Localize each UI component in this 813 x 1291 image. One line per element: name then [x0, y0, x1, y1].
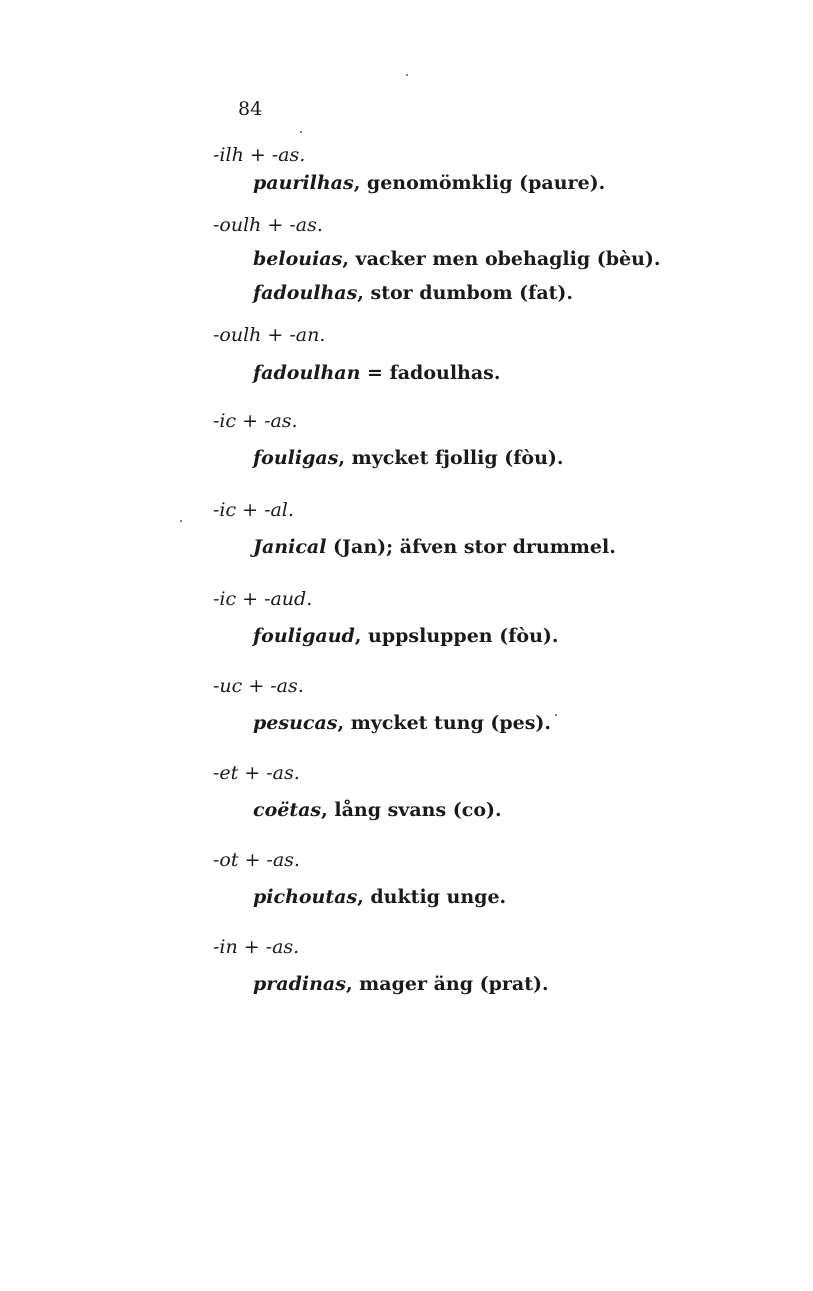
- example-gloss: , mycket tung (pes).: [337, 712, 552, 734]
- suffix-formula: [213, 321, 773, 349]
- suffix-base: -ic: [213, 499, 237, 521]
- suffix-formula: [213, 846, 773, 874]
- example-word: fadoulhan: [253, 362, 361, 384]
- suffix-formula: [213, 759, 773, 787]
- example-line: [253, 970, 773, 998]
- suffix-ending: -as.: [266, 762, 300, 784]
- suffix-ending: -as.: [270, 675, 304, 697]
- example-word: pichoutas: [253, 886, 358, 908]
- suffix-formula: [213, 672, 773, 700]
- example-word: pradinas: [253, 973, 346, 995]
- example-line: [253, 883, 773, 911]
- suffix-entry: [213, 933, 773, 998]
- example-line: [253, 796, 773, 824]
- suffix-ending: -aud.: [264, 588, 313, 610]
- paper-speck: [180, 520, 182, 522]
- plus-sign: +: [243, 936, 260, 958]
- suffix-base: -oulh: [213, 214, 262, 236]
- example-line: [253, 169, 773, 197]
- example-gloss: , mycket fjollig (fòu).: [338, 447, 564, 469]
- example-gloss: (Jan); äfven stor drummel.: [326, 536, 616, 558]
- example-word: belouias: [253, 248, 343, 270]
- suffix-base: -ilh: [213, 144, 244, 166]
- example-gloss: , genomömklig (paure).: [353, 172, 606, 194]
- suffix-entry: [213, 496, 773, 561]
- plus-sign: +: [242, 588, 259, 610]
- example-gloss: = fadoulhas.: [360, 362, 501, 384]
- plus-sign: +: [242, 499, 259, 521]
- suffix-formula: [213, 211, 773, 239]
- suffix-ending: -al.: [264, 499, 294, 521]
- suffix-ending: -as.: [266, 849, 300, 871]
- suffix-base: -uc: [213, 675, 243, 697]
- suffix-entry: [213, 585, 773, 650]
- suffix-base: -ot: [213, 849, 239, 871]
- suffix-ending: -as.: [265, 936, 300, 958]
- suffix-formula: [213, 407, 773, 435]
- example-word: pesucas: [253, 712, 338, 734]
- plus-sign: +: [248, 675, 265, 697]
- example-gloss: , lång svans (co).: [321, 799, 502, 821]
- paper-speck: [300, 131, 302, 133]
- paper-speck: [555, 714, 557, 716]
- suffix-entry: [213, 846, 773, 911]
- suffix-base: -oulh: [213, 324, 262, 346]
- example-gloss: , uppsluppen (fòu).: [354, 625, 559, 647]
- example-gloss: , stor dumbom (fat).: [357, 282, 574, 304]
- example-word: fouligaud: [253, 625, 355, 647]
- example-line: [253, 533, 773, 561]
- suffix-entry-list: [213, 141, 773, 998]
- example-word: fouligas: [253, 447, 339, 469]
- suffix-formula: [213, 933, 773, 961]
- suffix-ending: -an.: [289, 324, 326, 346]
- suffix-base: -in: [213, 936, 238, 958]
- plus-sign: +: [249, 144, 266, 166]
- suffix-entry: [213, 672, 773, 737]
- suffix-base: -ic: [213, 588, 237, 610]
- plus-sign: +: [244, 762, 261, 784]
- example-word: coëtas: [253, 799, 322, 821]
- example-gloss: , duktig unge.: [357, 886, 507, 908]
- suffix-base: -et: [213, 762, 239, 784]
- suffix-entry: [213, 759, 773, 824]
- suffix-entry: [213, 211, 773, 307]
- example-gloss: , vacker men obehaglig (bèu).: [342, 248, 661, 270]
- suffix-formula: [213, 141, 773, 169]
- suffix-ending: -as.: [271, 144, 306, 166]
- page-number: 84: [238, 98, 263, 120]
- example-gloss: , mager äng (prat).: [345, 973, 549, 995]
- example-line: [253, 444, 773, 472]
- paper-speck: [406, 74, 408, 76]
- suffix-entry: [213, 141, 773, 197]
- suffix-entry: [213, 407, 773, 472]
- suffix-ending: -as.: [264, 410, 298, 432]
- suffix-entry: [213, 321, 773, 387]
- example-line: [253, 622, 773, 650]
- plus-sign: +: [244, 849, 261, 871]
- example-line: [253, 245, 773, 273]
- suffix-base: -ic: [213, 410, 237, 432]
- example-line: [253, 709, 773, 737]
- plus-sign: +: [242, 410, 259, 432]
- plus-sign: +: [267, 324, 284, 346]
- example-word: fadoulhas: [253, 282, 358, 304]
- suffix-formula: [213, 496, 773, 524]
- example-word: paurilhas: [253, 172, 354, 194]
- plus-sign: +: [267, 214, 284, 236]
- suffix-formula: [213, 585, 773, 613]
- example-word: Janical: [253, 536, 327, 558]
- example-line: [253, 359, 773, 387]
- example-line: [253, 279, 773, 307]
- suffix-ending: -as.: [289, 214, 323, 236]
